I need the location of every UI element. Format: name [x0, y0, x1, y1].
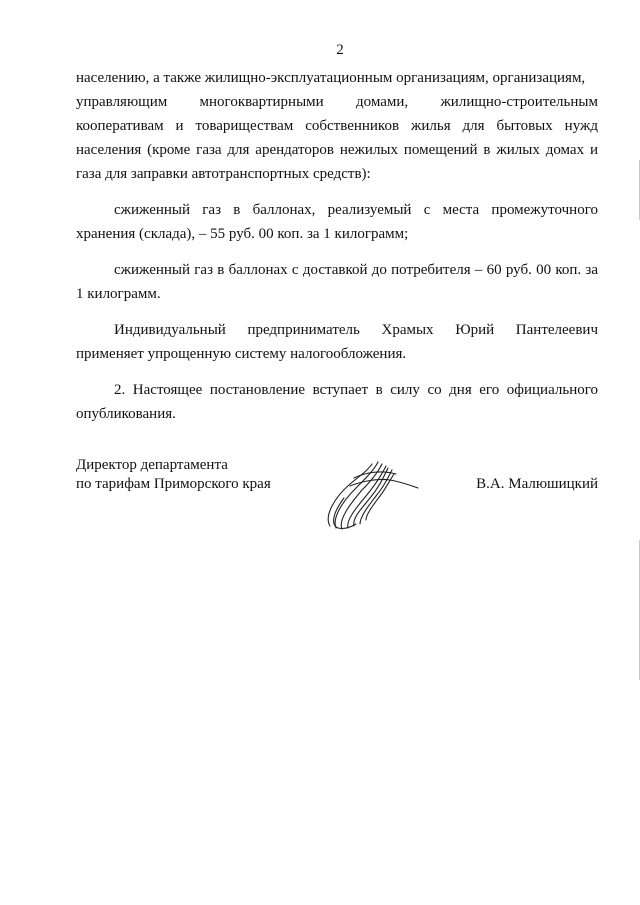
signatory-title	[76, 456, 271, 494]
paragraph-4-line-2: применяет упрощенную систему налогообложения.	[76, 346, 407, 362]
document-body	[76, 66, 598, 426]
signatory-title-line-1: Директор департамента	[76, 457, 228, 473]
word: управляющим	[76, 94, 168, 110]
paragraph-2: сжиженный газ в баллонах, реализуемый с места промежуточного хранения (склада), – 55 руб. 00 коп. за 1 килограмм;	[76, 202, 598, 242]
word: Пантелеевич	[515, 322, 598, 338]
paragraph-3: сжиженный газ в баллонах с доставкой до потребителя – 60 руб. 00 коп. за 1 килограмм.	[76, 262, 598, 302]
signatory-title-line-2: по тарифам Приморского края	[76, 476, 271, 492]
paragraph-4-line-1	[76, 318, 598, 342]
word: предприниматель	[247, 322, 360, 338]
word: Храмых	[381, 322, 434, 338]
paragraph-1-line-2	[76, 90, 598, 114]
word: Юрий	[455, 322, 495, 338]
word: Индивидуальный	[114, 322, 226, 338]
signature-block	[76, 456, 598, 536]
word: жилищно-строительным	[440, 94, 598, 110]
word: домами,	[355, 94, 409, 110]
word: многоквартирными	[199, 94, 324, 110]
paragraph-5: 2. Настоящее постановление вступает в силу со дня его официального опубликования.	[76, 382, 598, 422]
page-number: 2	[336, 42, 344, 58]
paragraph-1-rest: кооперативам и товариществам собственников жилья для бытовых нужд населения (кроме газа для арендаторов нежилых помещений в жилых домах и газа для заправки автотранспортных средств):	[76, 118, 598, 182]
paragraph-1-line-1: населению, а также жилищно-эксплуатационным организациям, организациям,	[76, 70, 586, 86]
handwritten-signature-icon	[320, 458, 420, 532]
signatory-name: В.А. Малюшицкий	[476, 476, 598, 492]
